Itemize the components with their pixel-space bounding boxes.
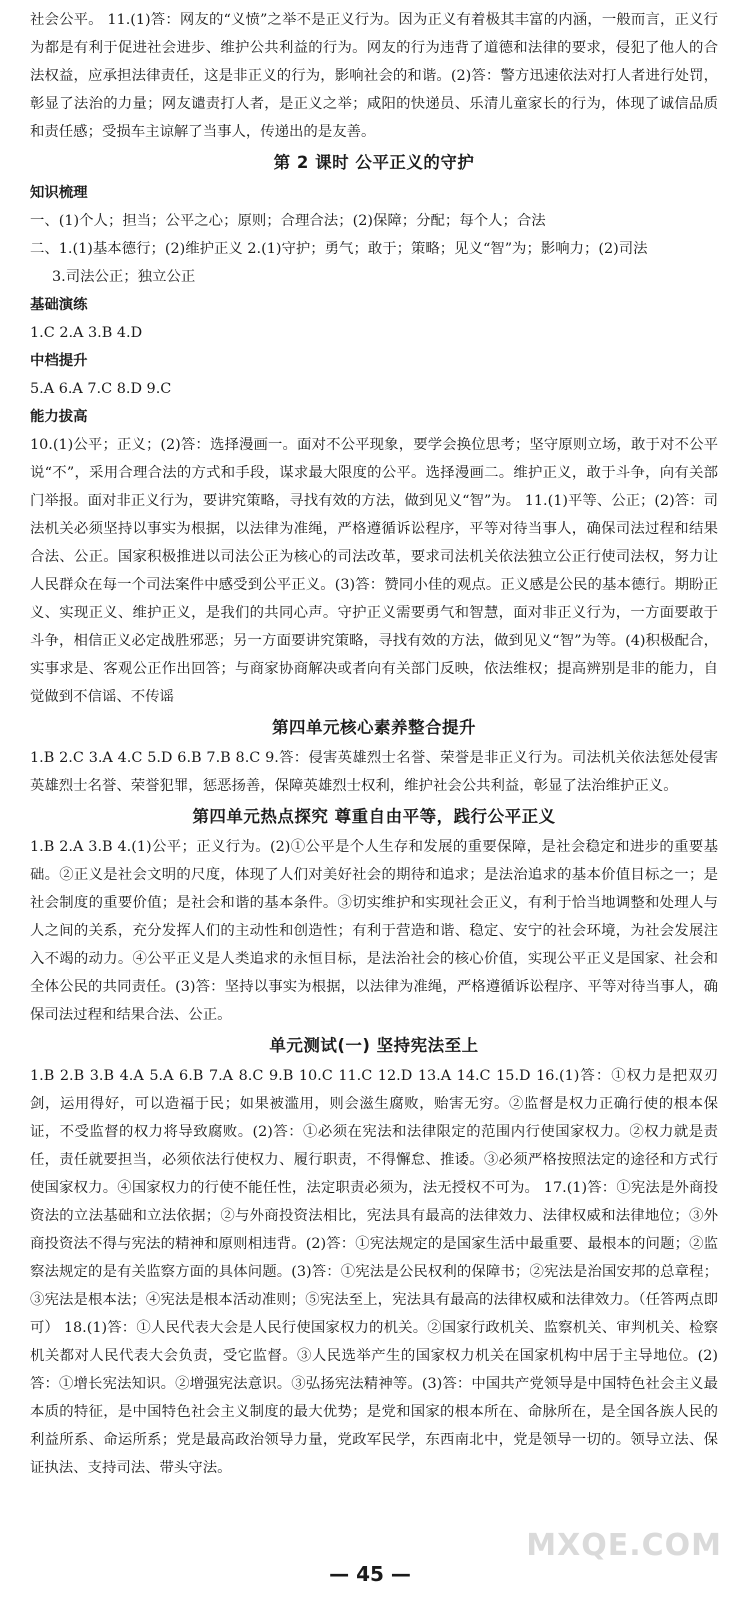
answer-page <box>30 6 718 1482</box>
section-title-unit4-hot: 第四单元热点探究 尊重自由平等，践行公平正义 <box>192 807 556 826</box>
heading-ability: 能力拔高 <box>30 409 88 425</box>
knowledge-line-3: 3.司法公正；独立公正 <box>52 269 196 285</box>
unit4-core-answers: 1.B 2.C 3.A 4.C 5.D 6.B 7.B 8.C 9.答：侵害英雄烈士名誉、荣誉是非正义行为。司法机关依法惩处侵害英雄烈士名誉、荣誉犯罪，惩恶扬善，保障英雄烈士权利，维护社会公共利益，彰显了法治维护正义。 <box>30 750 718 794</box>
watermark-logo: MXQE.COM <box>526 1528 722 1563</box>
heading-middle: 中档提升 <box>30 353 88 369</box>
section-title-lesson2: 第 2 课时 公平正义的守护 <box>273 153 475 172</box>
heading-knowledge: 知识梳理 <box>30 185 88 201</box>
section-title-unit-test-1: 单元测试(一) 坚持宪法至上 <box>269 1036 479 1055</box>
basic-answers: 1.C 2.A 3.B 4.D <box>30 325 143 341</box>
knowledge-line-1: 一、(1)个人；担当；公平之心；原则；合理合法；(2)保障；分配；每个人；合法 <box>30 213 546 229</box>
middle-answers: 5.A 6.A 7.C 8.D 9.C <box>30 381 172 397</box>
intro-paragraph: 社会公平。 11.(1)答：网友的“义愤”之举不是正义行为。因为正义有着极其丰富的内涵，一般而言，正义行为都是有利于促进社会进步、维护公共利益的行为。网友的行为违背了道德和法律的要求，侵犯了他人的合法权益，应承担法律责任，这是非正义的行为，影响社会的和谐。(2)答：警方迅速依法对打人者进行处罚，彰显了法治的力量；网友谴责打人者，是正义之举；咸阳的快递员、乐清儿童家长的行为，体现了诚信品质和责任感；受损车主谅解了当事人，传递出的是友善。 <box>30 12 718 140</box>
knowledge-line-2: 二、1.(1)基本德行；(2)维护正义 2.(1)守护；勇气；敢于；策略；见义“智”为；影响力；(2)司法 <box>30 241 648 257</box>
unit-test-answers: 1.B 2.B 3.B 4.A 5.A 6.B 7.A 8.C 9.B 10.C 11.C 12.D 13.A 14.C 15.D 16.(1)答：①权力是把双刃剑，运用得好，可以造福于民；如果被滥用，则会滋生腐败，贻害无穷。②监督是权力正确行使的根本保证，不受监督的权力将导致腐败。(2)答：①必须在宪法和法律限定的范围内行使国家权力。②权力就是责任，责任就要担当，必须依法行使权力、履行职责，不得懈怠、推诿。③必须严格按照法定的途径和方式行使国家权力。④国家权力的行使不能任性，法定职责必须为，法无授权不可为。 17.(1)答：①宪法是外商投资法的立法基础和立法依据；②与外商投资法相比，宪法具有最高的法律效力、法律权威和法律地位；③外商投资法不得与宪法的精神和原则相违背。(2)答：①宪法规定的是国家生活中最重要、最根本的问题；②监察法规定的是有关监察方面的具体问题。(3)答：①宪法是公民权利的保障书；②宪法是治国安邦的总章程；③宪法是根本法；④宪法是根本活动准则；⑤宪法至上，宪法具有最高的法律权威和法律效力。（任答两点即可） 18.(1)答：①人民代表大会是人民行使国家权力的机关。②国家行政机关、监察机关、审判机关、检察机关都对人民代表大会负责，受它监督。③人民选举产生的国家权力机关在国家机构中居于主导地位。(2)答：①增长宪法知识。②增强宪法意识。③弘扬宪法精神等。(3)答：中国共产党领导是中国特色社会主义最本质的特征，是中国特色社会主义制度的最大优势；是党和国家的根本所在、命脉所在，是全国各族人民的利益所系、命运所系；党是最高政治领导力量，党政军民学，东西南北中，党是领导一切的。领导立法、保证执法、支持司法、带头守法。 <box>30 1068 718 1476</box>
page-number: — 45 — <box>329 1562 411 1586</box>
heading-basic: 基础演练 <box>30 297 88 313</box>
ability-answers: 10.(1)公平；正义；(2)答：选择漫画一。面对不公平现象，要学会换位思考；坚守原则立场，敢于对不公平说“不”，采用合理合法的方式和手段，谋求最大限度的公平。选择漫画二。维护正义，敢于斗争，向有关部门举报。面对非正义行为，要讲究策略，寻找有效的方法，做到见义“智”为。 11.(1)平等、公正；(2)答：司法机关必须坚持以事实为根据，以法律为准绳，严格遵循诉讼程序，平等对待当事人，确保司法过程和结果合法、公正。国家积极推进以司法公正为核心的司法改革，要求司法机关依法独立公正行使司法权，努力让人民群众在每一个司法案件中感受到公平正义。(3)答：赞同小佳的观点。正义感是公民的基本德行。期盼正义、实现正义、维护正义，是我们的共同心声。守护正义需要勇气和智慧，面对非正义行为，一方面要敢于斗争，相信正义必定战胜邪恶；另一方面要讲究策略，寻找有效的方法，做到见义“智”为等。(4)积极配合，实事求是、客观公正作出回答；与商家协商解决或者向有关部门反映，依法维权；提高辨别是非的能力，自觉做到不信谣、不传谣 <box>30 437 718 705</box>
section-title-unit4-core: 第四单元核心素养整合提升 <box>272 718 476 737</box>
unit4-hot-answers: 1.B 2.A 3.B 4.(1)公平；正义行为。(2)①公平是个人生存和发展的重要保障，是社会稳定和进步的重要基础。②正义是社会文明的尺度，体现了人们对美好社会的期待和追求；是法治追求的基本价值目标之一；是社会制度的重要价值；是社会和谐的基本条件。③切实维护和实现社会正义，有利于恰当地调整和处理人与人之间的关系，充分发挥人们的主动性和创造性；有利于营造和谐、稳定、安宁的社会环境，为社会发展注入不竭的动力。④公平正义是人类追求的永恒目标，是法治社会的核心价值，实现公平正义是国家、社会和全体公民的共同责任。(3)答：坚持以事实为根据，以法律为准绳，严格遵循诉讼程序、平等对待当事人，确保司法过程和结果合法、公正。 <box>30 839 718 1023</box>
